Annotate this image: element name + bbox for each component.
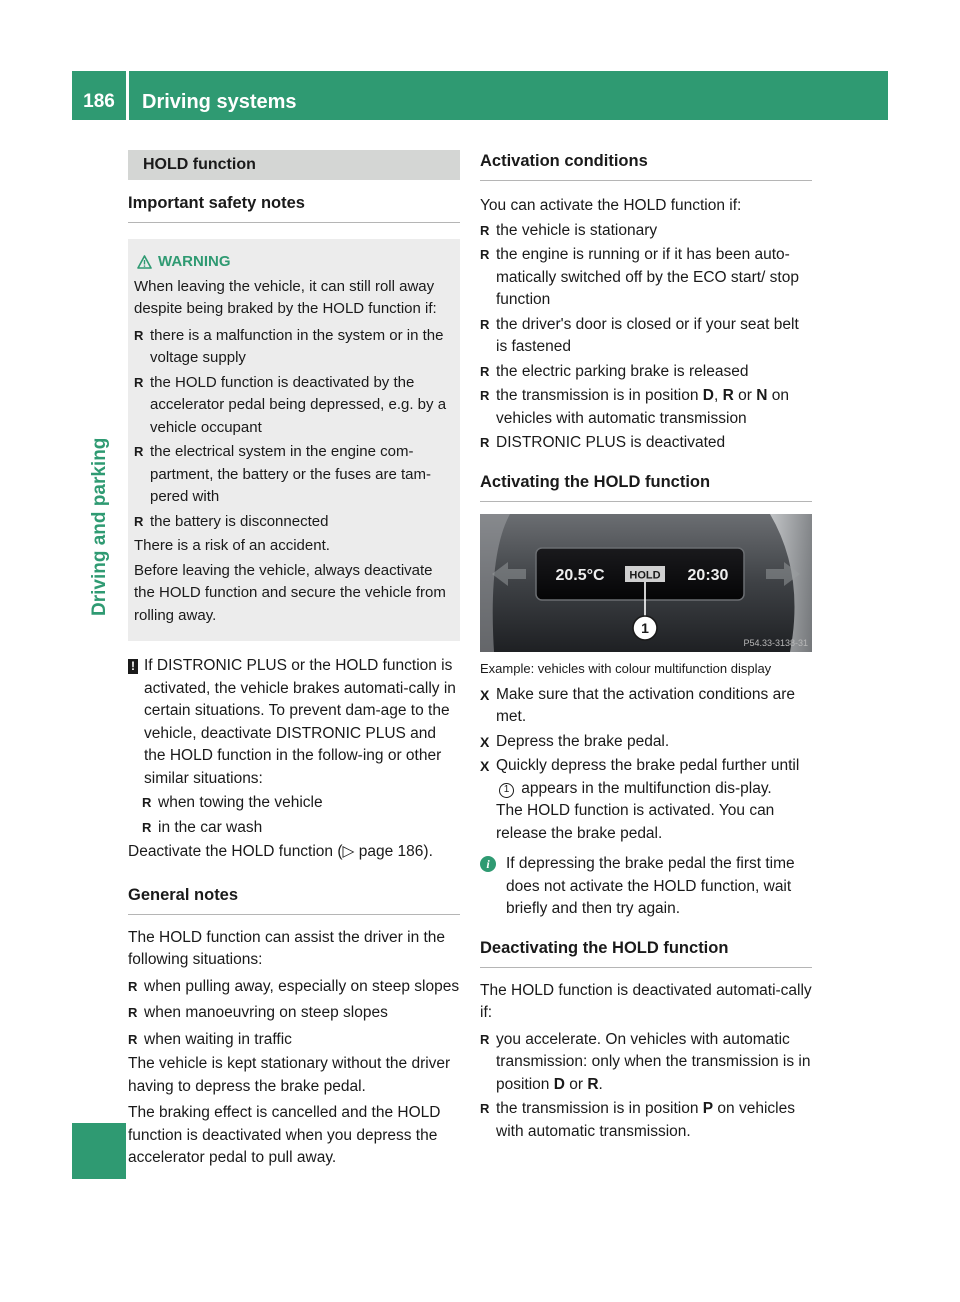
deactivation-intro: The HOLD function is deactivated automati-cally if:	[480, 981, 812, 1021]
warning-intro: When leaving the vehicle, it can still roll away despite being braked by the HOLD function if:	[134, 277, 437, 317]
deactivation-text: you accelerate. On vehicles with automatic transmission: only when the transmission is in position	[496, 1030, 811, 1093]
warning-box	[128, 239, 460, 641]
deactivate-instruction	[128, 841, 460, 864]
warning-advice: Before leaving the vehicle, always deactivate the HOLD function and secure the vehicle from rolling away.	[134, 561, 446, 624]
deactivating-heading: Deactivating the HOLD function	[480, 937, 812, 968]
page-reference-link[interactable]: page 186).	[358, 843, 433, 860]
activation-conditions-heading: Activation conditions	[480, 150, 812, 181]
activation-item: R DISTRONIC PLUS is deactivated	[480, 432, 812, 455]
side-tab	[72, 121, 126, 1179]
position-p: P	[702, 1100, 714, 1117]
activation-item: R the electric parking brake is released	[480, 361, 812, 384]
step-text: Quickly depress the brake pedal further until	[496, 757, 800, 774]
hold-indicator-label: HOLD	[629, 569, 661, 581]
general-item: R when pulling away, especially on steep slopes	[128, 976, 460, 999]
activating-heading: Activating the HOLD function	[480, 471, 812, 502]
info-note	[480, 853, 812, 921]
period: .	[598, 1075, 603, 1093]
notice-item: R when towing the vehicle	[142, 792, 460, 815]
activation-intro: You can activate the HOLD function if:	[480, 197, 742, 214]
general-item: R when waiting in traffic	[128, 1029, 460, 1052]
deactivate-text: Deactivate the HOLD function (	[128, 843, 343, 860]
activation-item: R the vehicle is stationary	[480, 220, 812, 243]
warning-item: R the battery is disconnected	[134, 511, 454, 534]
callout-ref-icon: 1	[499, 783, 514, 798]
side-tab-label: Driving and parking	[89, 437, 110, 616]
general-notes-heading: General notes	[128, 884, 460, 915]
transmission-text: the transmission is in position	[496, 387, 703, 404]
position-r: R	[587, 1075, 599, 1093]
photo-caption: Example: vehicles with colour multifunction display	[480, 660, 772, 676]
warning-risk: There is a risk of an accident.	[134, 537, 330, 554]
general-paragraph: The braking effect is cancelled and the HOLD function is deactivated when you depress the accelerator pedal to pull away.	[128, 1104, 441, 1166]
general-item: R when manoeuvring on steep slopes	[128, 1002, 460, 1025]
general-intro: The HOLD function can assist the driver in the following situations:	[128, 928, 446, 968]
activation-item: R the driver's door is closed or if your seat belt is fastened	[480, 314, 812, 359]
warning-triangle-icon	[137, 255, 152, 269]
or-sep: or	[733, 387, 757, 404]
warning-item: R the HOLD function is deactivated by the accelerator pedal being depressed, e.g. by a vehicle occupant	[134, 372, 454, 440]
warning-item: R the electrical system in the engine com-partment, the battery or the fuses are tam-pered with	[134, 441, 454, 509]
activation-step: X Depress the brake pedal.	[480, 731, 812, 754]
notice-text: If DISTRONIC PLUS or the HOLD function is activated, the vehicle brakes automati-cally in certain situations. To prevent dam-age to the vehicle, deactivate DISTRONIC PLUS and the HOLD function in the follow-ing or other similar situations:	[144, 657, 456, 787]
deactivation-text: the transmission is in position	[496, 1100, 703, 1117]
notice-item: R in the car wash	[142, 817, 460, 840]
position-n: N	[756, 387, 768, 404]
general-paragraph: The vehicle is kept stationary without the driver having to depress the brake pedal.	[128, 1055, 451, 1095]
transmission-text-end: on vehicles with automatic transmission	[496, 387, 789, 427]
hold-function-title: HOLD function	[128, 150, 460, 180]
safety-notes-heading: Important safety notes	[128, 192, 460, 223]
header-divider	[126, 71, 129, 120]
page-number: 186	[83, 91, 115, 112]
page-header	[72, 71, 888, 120]
step-result: The HOLD function is activated. You can release the brake pedal.	[496, 802, 775, 842]
warning-item: R there is a malfunction in the system or in the voltage supply	[134, 325, 454, 370]
right-column	[480, 150, 812, 1143]
activation-item-transmission	[480, 385, 812, 430]
warning-title-text: WARNING	[158, 253, 231, 270]
callout-number: 1	[641, 619, 649, 636]
deactivation-item	[480, 1029, 812, 1097]
warning-title	[134, 251, 454, 274]
instrument-cluster-photo	[480, 514, 812, 652]
or-sep: or	[564, 1075, 588, 1093]
exclamation-icon: !	[128, 659, 138, 674]
activation-step: X Make sure that the activation conditions are met.	[480, 684, 812, 729]
display-time: 20:30	[687, 566, 729, 584]
position-r: R	[722, 387, 734, 404]
activation-step	[480, 755, 812, 845]
section-title: Driving systems	[142, 91, 297, 113]
page-ref-arrow-icon: ▷	[342, 843, 355, 860]
side-tab-marker	[72, 1123, 126, 1179]
activation-item: R the engine is running or if it has been auto-matically switched off by the ECO start/ stop function	[480, 244, 812, 312]
deactivation-item	[480, 1098, 812, 1143]
info-text: If depressing the brake pedal the first time does not activate the HOLD function, wait briefly and then try again.	[506, 855, 795, 917]
photo-reference-code: P54.33-3138-31	[743, 637, 808, 648]
display-temperature: 20.5°C	[555, 566, 605, 584]
position-d: D	[702, 387, 714, 404]
info-icon: i	[480, 856, 496, 872]
step-text-end: appears in the multifunction dis-play.	[517, 779, 772, 797]
damage-notice	[128, 655, 460, 790]
comma-sep: ,	[713, 387, 723, 404]
left-column	[128, 150, 460, 1170]
position-d: D	[553, 1075, 565, 1093]
deactivation-text-end: on vehicles with automatic transmission.	[496, 1100, 795, 1140]
